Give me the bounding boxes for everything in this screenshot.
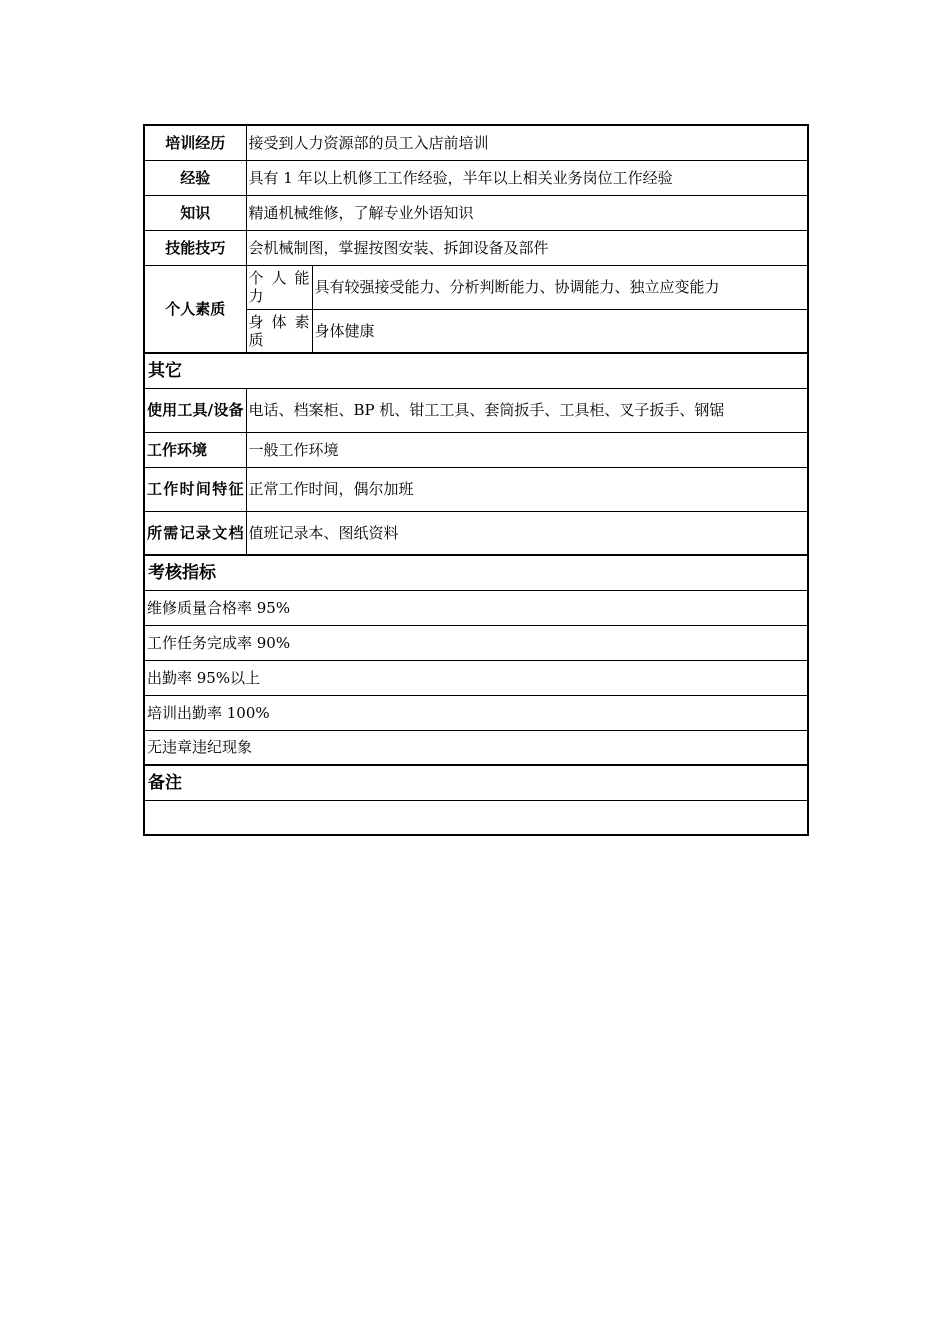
row-skills — [144, 230, 808, 265]
kpi-item — [144, 625, 808, 660]
row-records — [144, 511, 808, 555]
row-personal-ability — [144, 265, 808, 309]
row-kpi-header — [144, 555, 808, 590]
label-skills: 技能技巧 — [144, 230, 246, 265]
job-description-table — [143, 124, 809, 836]
label-experience: 经验 — [144, 160, 246, 195]
row-other-header — [144, 353, 808, 388]
kpi-item — [144, 590, 808, 625]
row-tools — [144, 388, 808, 432]
kpi-item-text: 工作任务完成率 90% — [144, 625, 808, 660]
value-records: 值班记录本、图纸资料 — [246, 511, 808, 555]
kpi-item — [144, 660, 808, 695]
value-knowledge: 精通机械维修，了解专业外语知识 — [246, 195, 808, 230]
label-tools: 使用工具/设备 — [144, 388, 246, 432]
kpi-item-text: 维修质量合格率 95% — [144, 590, 808, 625]
kpi-item-text: 无违章违纪现象 — [144, 730, 808, 765]
label-personal-quality: 个人素质 — [144, 265, 246, 353]
value-physical: 身体健康 — [312, 309, 808, 353]
value-personal-ability: 具有较强接受能力、分析判断能力、协调能力、独立应变能力 — [312, 265, 808, 309]
kpi-item-text: 出勤率 95%以上 — [144, 660, 808, 695]
job-description-sheet — [143, 124, 807, 836]
value-skills: 会机械制图，掌握按图安装、拆卸设备及部件 — [246, 230, 808, 265]
value-training: 接受到人力资源部的员工入店前培训 — [246, 125, 808, 160]
kpi-item-text: 培训出勤率 100% — [144, 695, 808, 730]
row-experience — [144, 160, 808, 195]
row-environment — [144, 432, 808, 467]
label-records: 所需记录文档 — [144, 511, 246, 555]
section-title-kpi: 考核指标 — [144, 555, 808, 590]
label-work-time: 工作时间特征 — [144, 467, 246, 511]
kpi-item — [144, 695, 808, 730]
kpi-item — [144, 730, 808, 765]
value-experience: 具有 1 年以上机修工工作经验，半年以上相关业务岗位工作经验 — [246, 160, 808, 195]
row-training — [144, 125, 808, 160]
row-knowledge — [144, 195, 808, 230]
label-physical: 身 体 素 质 — [246, 309, 312, 353]
label-training: 培训经历 — [144, 125, 246, 160]
row-notes-header — [144, 765, 808, 800]
value-tools: 电话、档案柜、BP 机、钳工工具、套筒扳手、工具柜、叉子扳手、钢锯 — [246, 388, 808, 432]
value-work-time: 正常工作时间，偶尔加班 — [246, 467, 808, 511]
label-personal-ability: 个 人 能 力 — [246, 265, 312, 309]
row-work-time — [144, 467, 808, 511]
section-title-other: 其它 — [144, 353, 808, 388]
label-environment: 工作环境 — [144, 432, 246, 467]
section-title-notes: 备注 — [144, 765, 808, 800]
row-notes-content — [144, 800, 808, 835]
label-knowledge: 知识 — [144, 195, 246, 230]
notes-content — [144, 800, 808, 835]
value-environment: 一般工作环境 — [246, 432, 808, 467]
